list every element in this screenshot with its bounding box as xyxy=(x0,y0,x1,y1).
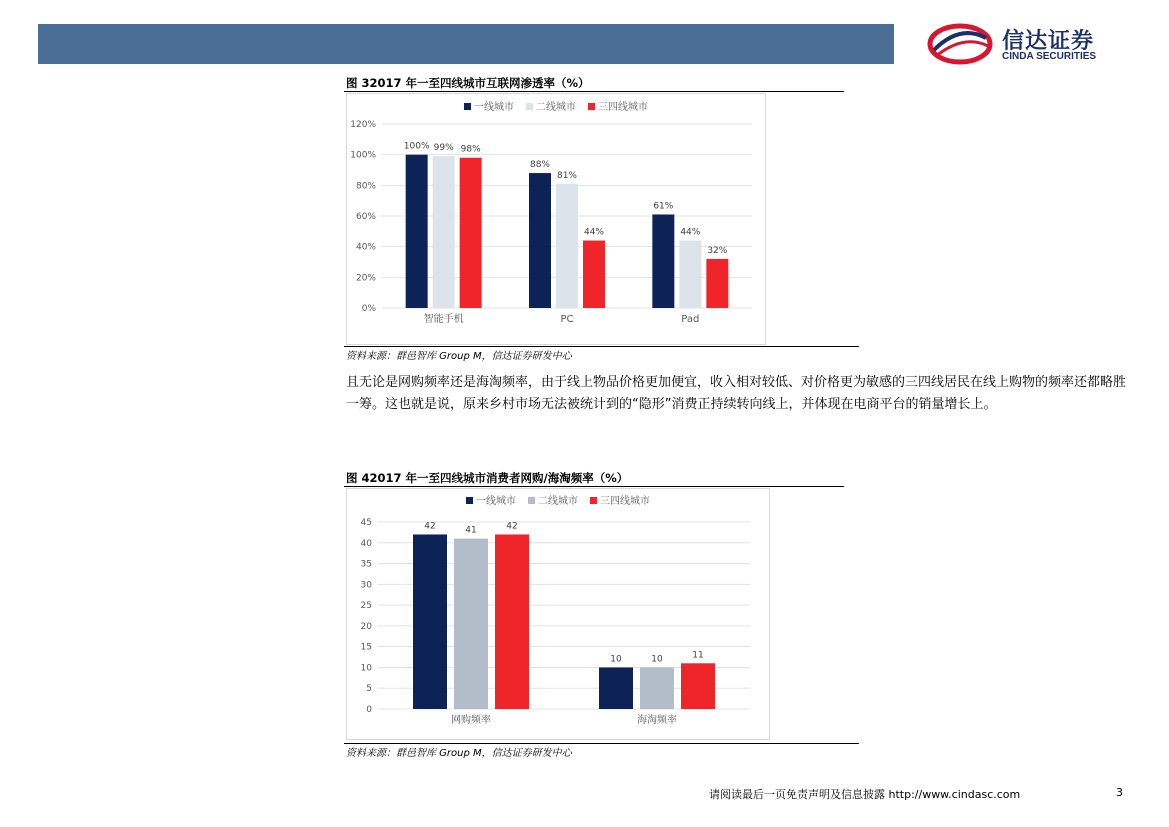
chart1 xyxy=(346,93,766,345)
legend-label: 一线城市 xyxy=(474,102,514,113)
body-paragraph: 且无论是网购频率还是海淘频率，由于线上物品价格更加便宜，收入相对较低、对价格更为敏感的三四线居民在线上购物的频率还都略胜一筹。这也就是说，原来乡村市场无法被统计到的“隐形”消费正持续转向线上，并体现在电商平台的销量增长上。 xyxy=(346,375,1127,412)
header-bar xyxy=(38,24,894,64)
bar xyxy=(460,158,482,308)
bar xyxy=(640,667,674,709)
figure4-title: 图 42017 年一至四线城市消费者网购/海淘频率（%） xyxy=(346,471,629,485)
bar xyxy=(413,534,447,709)
data-label: 61% xyxy=(653,201,674,212)
bar xyxy=(681,663,715,709)
data-label: 42 xyxy=(424,521,436,532)
y-tick-label: 40% xyxy=(355,242,376,253)
bar xyxy=(583,241,605,308)
y-tick-label: 80% xyxy=(355,181,376,192)
figure4-source: 资料来源：群邑智库 Group M，信达证券研发中心 xyxy=(346,748,572,759)
y-tick-label: 0 xyxy=(366,705,372,715)
y-tick-label: 35 xyxy=(360,559,372,570)
legend-swatch xyxy=(526,103,533,110)
legend-label: 一线城市 xyxy=(476,496,516,507)
y-tick-label: 20% xyxy=(355,273,376,284)
y-tick-label: 25 xyxy=(360,601,372,612)
data-label: 10 xyxy=(610,654,622,665)
data-label: 11 xyxy=(692,650,704,661)
y-tick-label: 5 xyxy=(366,684,372,695)
data-label: 81% xyxy=(556,170,578,181)
legend-label: 二线城市 xyxy=(536,102,576,113)
legend-label: 二线城市 xyxy=(538,496,578,507)
x-tick-label: PC xyxy=(560,314,574,325)
data-label: 99% xyxy=(433,143,454,154)
data-label: 98% xyxy=(460,144,481,155)
bar xyxy=(556,184,578,308)
bar xyxy=(454,539,488,709)
legend-swatch xyxy=(464,103,471,110)
page-number: 3 xyxy=(1116,786,1123,799)
y-tick-label: 30 xyxy=(360,580,372,591)
y-tick-label: 45 xyxy=(360,518,372,528)
bar xyxy=(599,667,633,709)
figure4-top-rule xyxy=(344,486,844,487)
figure3-title: 图 32017 年一至四线城市互联网渗透率（%） xyxy=(346,76,590,90)
data-label: 32% xyxy=(707,245,728,256)
legend-swatch xyxy=(528,497,535,504)
legend-swatch xyxy=(590,497,597,504)
data-label: 41 xyxy=(465,525,477,536)
data-label: 44% xyxy=(680,227,701,238)
bar xyxy=(529,173,551,308)
logo-text-cn: 信达证券 xyxy=(1002,29,1095,54)
x-tick-label: 智能手机 xyxy=(423,314,464,325)
data-label: 10 xyxy=(651,654,663,665)
chart1-frame xyxy=(346,93,766,345)
x-tick-label: 网购频率 xyxy=(451,715,491,726)
y-tick-label: 15 xyxy=(360,642,372,653)
y-tick-label: 60% xyxy=(355,212,376,222)
bar xyxy=(679,241,701,308)
legend-swatch xyxy=(588,103,595,110)
legend-swatch xyxy=(466,497,473,504)
data-label: 100% xyxy=(403,141,430,152)
figure3-top-rule xyxy=(344,91,844,92)
bar xyxy=(495,534,529,709)
logo-text-en: CINDA SECURITIES xyxy=(1002,51,1097,62)
x-tick-label: 海淘频率 xyxy=(637,715,677,726)
data-label: 88% xyxy=(529,160,551,171)
bar xyxy=(652,214,674,308)
footer-disclaimer: 请阅读最后一页免责声明及信息披露 http://www.cindasc.com xyxy=(709,788,1021,801)
chart2 xyxy=(346,488,770,740)
y-tick-label: 10 xyxy=(360,663,372,674)
y-tick-label: 0% xyxy=(361,304,376,314)
bar xyxy=(406,155,428,308)
y-tick-label: 20 xyxy=(360,621,372,632)
y-tick-label: 100% xyxy=(350,150,376,161)
bar xyxy=(433,156,455,308)
data-label: 42 xyxy=(506,521,518,532)
data-label: 44% xyxy=(583,227,605,238)
legend-label: 三四线城市 xyxy=(600,496,650,507)
y-tick-label: 40 xyxy=(360,538,372,549)
figure3-source: 资料来源：群邑智库 Group M，信达证券研发中心 xyxy=(346,351,572,362)
x-tick-label: Pad xyxy=(681,314,700,325)
chart2-frame xyxy=(346,488,770,740)
bar xyxy=(706,259,728,308)
legend-label: 三四线城市 xyxy=(598,102,648,113)
y-tick-label: 120% xyxy=(350,120,376,130)
